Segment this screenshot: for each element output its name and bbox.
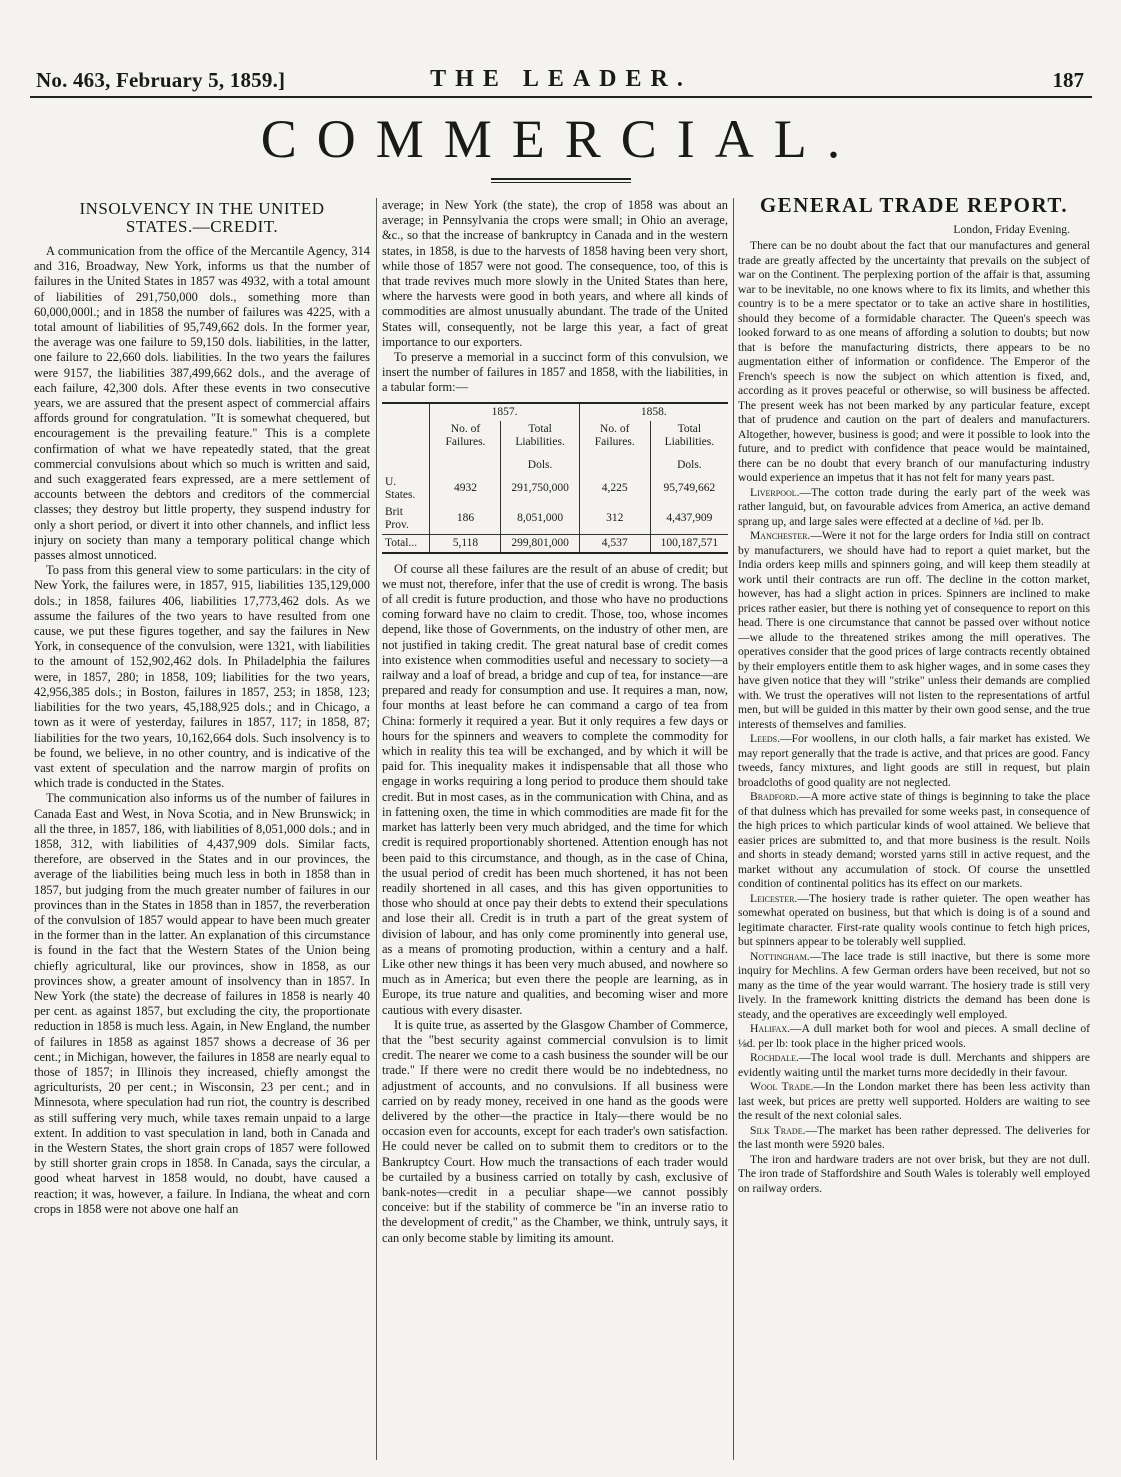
table-cell: 186: [430, 504, 501, 535]
table-row-label: Brit Prov.: [382, 504, 430, 535]
column-1: [34, 198, 370, 1460]
table-row-label: U. States.: [382, 474, 430, 504]
page-number: 187: [1052, 68, 1084, 92]
column-3: [738, 198, 1090, 1460]
issue-date: No. 463, February 5, 1859.]: [36, 68, 286, 92]
table-cell: 95,749,662: [663, 482, 716, 495]
report-place: Manchester.: [750, 529, 811, 542]
article-paragraph: There can be no doubt about the fact that our manufactures and general trade are greatly affected by the uncertainty that prevails on the subject of war on the Continent. The perplexing portion of the affair is that, assuming war to be inevitable, no one knows where to fix its limits, and whether this country is to be a mere spectator or to take an active share in hostilities, should they become of a formidable character. The Queen's speech was looked forward to as one means of affording a solution to doubts; but now that is before the manufacturing districts, there appears to be no augmentation either of information or confidence. The Emperor of the French's speech is now the subject on which attention is fixed, and, according as it proves peaceful or otherwise, so will business be affected. The present week has not been marked by any particular feature, except that of prudence and caution on the part of dealers and manufacturers. Altogether, however, business is good; and were it possible to look into the future, and to predict with confidence that peace would be maintained, there can be no doubt that every branch of our manufacturing industry would experience an impetus that it has not felt for many years past.: [738, 239, 1090, 484]
report-place: Leicester.: [750, 891, 798, 905]
report-item: [738, 486, 1090, 530]
table-row: [382, 474, 728, 504]
table-cell: 4,537: [579, 534, 650, 553]
table-cell: 291,750,000: [501, 474, 579, 504]
article-paragraph: To pass from this general view to some particulars: in the city of New York, the failures were, in 1857, 915, liabilities 135,129,000 dols.; in 1858, failures 406, liabilities 17,773,462 dols. As we assume the failures of the two years to have resulted from one cause, we put these figures together, and say the failures in New York, in consequence of the convulsion, were 1321, with liabilities to the amount of 152,902,462 dols. In Philadelphia the failures were, in 1857, 280; in 1858, 109; liabilities for the two years, 42,956,385 dols.; in Boston, failures in 1857, 253; in 1858, 123; liabilities for the two years, 45,188,925 dols.; and in Chicago, a town as it were of yesterday, failures in 1857, 117; in 1858, 87; liabilities for the two years, 10,162,664 dols. Such insolvency is to be found, we believe, in no other country, and is indicative of the vast extent of speculation and the narrow margin of profits on which trade is conducted in the States.: [34, 563, 370, 791]
report-place: Bradford.: [750, 790, 799, 803]
report-place: Wool Trade.: [750, 1080, 814, 1093]
table-cell: 4932: [430, 474, 501, 504]
table-year-1858: 1858.: [640, 405, 667, 418]
report-item: [738, 950, 1090, 1023]
report-item: [738, 1080, 1090, 1124]
table-cell: 4,437,909: [666, 512, 713, 525]
table-cell: 4,225: [579, 474, 650, 504]
report-place: Nottingham.: [750, 949, 810, 963]
article-title-line-1: INSOLVENCY IN THE UNITED: [79, 199, 325, 218]
report-text: —A more active state of things is beginning to take the place of that dulness which has prevailed for some weeks past, in consequence of the high prices to which particular kinds of wool attained. We believe that easier prices are submitted to, and that more business is the result. Noils and shorts in steady demand; worsted yarns still in active request, and the market without any accumulation of stock. Of course the unsettled condition of continental politics has its effect on our markets.: [738, 790, 1090, 890]
report-text: The iron and hardware traders are not over brisk, but they are not dull. The iron trade of Staffordshire and South Wales is tolerably well employed on railway orders.: [738, 1152, 1090, 1195]
report-item: [738, 1022, 1090, 1051]
report-item: [738, 732, 1090, 790]
section-title: COMMERCIAL.: [260, 109, 861, 169]
table-row-label: Total...: [382, 534, 430, 553]
article-paragraph: It is quite true, as asserted by the Glasgow Chamber of Commerce, that the "best security against commercial convulsion is to limit credit. The nearer we come to a cash business the sounder will be our trade." If there were no credit there would be no indebtedness, no adjustment of accounts, and no convulsions. If all business were carried on by ready money, received in one hand as the goods were delivered by the other—the practice in Italy—there would be no occasion even for accounts, except for each trader's own satisfaction. He could never be called on to submit them to creditors or to the Bankruptcy Court. How much the transactions of each trader would be curtailed by a business carried on totally by cash, exclusive of bank-notes—credit in a peculiar shape—we cannot possibly conceive: but if the stability of commerce be "in an inverse ratio to the development of credit," as the Chamber, we think, untruly says, it can only become stable by limiting its amount.: [382, 1017, 728, 1245]
article-title-insolvency: [34, 200, 370, 236]
report-text: —In the London market there has been less activity than last week, but prices are pretty well supported. Holders are waiting to see the result of the next colonial sales.: [738, 1080, 1090, 1122]
table-cell: 312: [579, 504, 650, 535]
table-total-row: [382, 534, 728, 553]
report-place: Silk Trade.: [750, 1123, 806, 1137]
article-paragraph: A communication from the office of the Mercantile Agency, 314 and 316, Broadway, New York, informs us that the number of failures in the United States in 1857 was 4932, with a total amount of liabilities of 291,750,000 dols., something more than 60,000,000l.; and in 1858 the number of failures was 4225, with a total amount of liabilities of 95,749,662 dols. In the former year, the average was one failure to 59,150 dols. liabilities, in the latter, one failure to 22,660 dols. liabilities. In the two years the failures were 9157, the liabilities 387,499,662 dols., and the average of each failure, 42,300 dols. After these events in two consecutive years, we are assured that the present aspect of commercial affairs affords ground for congratulation. "It is somewhat chequered, but encouragement is the prevailing feature." This is a complete confirmation of what we have repeatedly stated, that the great commercial convulsions about which so much is written and said, and such exaggerated fears expressed, are a mere settlement of accounts between the debtors and creditors of the commercial classes; they destroy but little property, they suspend industry for only a short period, or divert it into other channels, and inflict less injury on society than many a temporary political change which passes almost unnoticed.: [34, 244, 370, 563]
report-text: —The lace trade is still inactive, but there is some more inquiry for Mechlins. A few German orders have been received, but not so many as the time of the year would warrant. The hosiery trade is still very lively. In the framework knitting districts the demand has been done is steady, and the operatives are exceedingly well employed.: [738, 949, 1090, 1021]
table-header-liabilities: Total Liabilities.: [501, 421, 579, 451]
failures-table: [382, 402, 728, 554]
section-rule-top: [491, 178, 631, 180]
report-text: —The hosiery trade is rather quieter. The open weather has somewhat operated on business, but that which is doing is of a sound and legitimate character. First-rate quality wools continue to fetch high prices, but spinners appear to be tolerably well supplied.: [738, 891, 1090, 948]
report-item: [738, 529, 1090, 732]
column-divider-1: [376, 198, 377, 1460]
report-text: —The local wool trade is dull. Merchants and shippers are evidently waiting until the market turns more decidedly in their favour.: [738, 1051, 1090, 1079]
newspaper-title: THE LEADER.: [430, 66, 692, 92]
page-header: [30, 58, 1092, 98]
table-cell: 8,051,000: [501, 504, 579, 535]
report-place: Halifax.: [750, 1022, 791, 1035]
table-units: Dols.: [501, 451, 579, 474]
article-title-trade-report: GENERAL TRADE REPORT.: [759, 198, 1069, 217]
report-item: [738, 1124, 1090, 1153]
column-divider-2: [733, 198, 734, 1460]
article-paragraph: The communication also informs us of the number of failures in Canada East and West, in Nova Scotia, and in New Brunswick; in all the three, in 1857, 186, with liabilities of 8,051,000 dols.; and in 1858, 312, with liabilities of 4,437,909 dols. Similar facts, therefore, are observed in the States and in our provinces, the average of the liabilities being much less in both in 1858 than in 1857, but judging from the much greater number of failures in our provinces than in the States in 1858 than in 1857, the reverberation of the convulsion of 1857 would appear to have been much greater in the former than in the latter. An explanation of this circumstance is found in the fact that the Western States of the Union being chiefly agricultural, like our provinces, show in 1858, as our provinces show, a greater amount of insolvency than in 1857. In New York (the state) the decrease of failures in 1858 is nearly 40 per cent. as against 1857, but excluding the city, the proportionate reduction in 1858 is much less. Again, in New England, the number of failures in 1858 as against 1857 shows a decrease of 36 per cent.; in Michigan, however, the failures in 1858 are nearly equal to those of 1857; in Illinois they increased, chiefly amongst the agriculturists, 20 per cent.; in Wisconsin, 23 per cent.; and in Minnesota, where speculation had run riot, the country is described as still suffering very much, while taxes remain unpaid to a large extent. In addition to vast speculation in land, both in Canada and in the Western States, the short grain crops of 1857 were followed by still shorter grain crops in 1858. In Canada, says the circular, a good wheat harvest in 1858 would, no doubt, have caused a reaction; it was, however, a failure. In Indiana, the wheat and corn crops in 1858 were not above one half an: [34, 791, 370, 1216]
report-place: Leeds.: [750, 732, 780, 745]
report-text: —A dull market both for wool and pieces. A small decline of ⅛d. per lb: took place in the higher priced wools.: [738, 1022, 1090, 1050]
column-2: [382, 198, 728, 1460]
table-year-1857: 1857.: [430, 403, 579, 421]
table-header-failures: No. of Failures.: [430, 421, 501, 451]
table-row: [382, 504, 728, 535]
report-text: —The market has been rather depressed. The deliveries for the last month were 5920 bales.: [738, 1123, 1090, 1151]
report-text: —Were it not for the large orders for India still on contract by manufacturers, we should have had to report a quiet market, but the India orders keep mills and spinners going, and will keep them steadily at work until their contracts are run off. The decline in the cotton market, however, has had a slight action in prices. Spinners are inclined to make prices rather easier, but there is nothing yet of consequence to report on this head. There is one circumstance that cannot be passed over without notice—we allude to the threatened strikes among the mill operatives. The operatives consider that the good prices of large contracts recently obtained by their employers entitle them to ask higher wages, and in some cases they have given notice that they will "strike" unless their demands are complied with. We trust the operatives will not listen to the representations of artful men, but will be guided in this matter by their own good sense, and the true interests of themselves and families.: [738, 529, 1090, 731]
article-paragraph: To preserve a memorial in a succinct form of this convulsion, we insert the number of failures in 1857 and 1858, with the liabilities, in a tabular form:—: [382, 350, 728, 395]
article-paragraph: average; in New York (the state), the crop of 1858 was about an average; in Pennsylvania the crops were small; in Ohio an average, &c., so that the increase of bankruptcy in Canada and in the western states, in 1858, is due to the harvests of 1858 having been very short, while those of 1857 were not good. The consequence, too, of this is that trade revives much more slowly in the United States than here, where the harvests were good in both years, and where all kinds of commodities are almost unusually abundant. The trade of the United States will, consequently, not be large this year, a fact of great importance to our exporters.: [382, 198, 728, 349]
report-item: [738, 892, 1090, 950]
report-text: —The cotton trade during the early part of the week was rather languid, but, on favourable advices from America, an active demand sprang up, and large sales were effected at a decline of ⅛d. per lb.: [738, 485, 1090, 528]
section-rule-bottom: [491, 182, 631, 183]
report-place: Rochdale.: [750, 1051, 799, 1064]
article-paragraph: Of course all these failures are the result of an abuse of credit; but we must not, therefore, infer that the use of credit is wrong. The basis of all credit is future production, and those who have no productions coming forward have no claim to credit. Those, too, whose incomes depend, like those of Governments, on the industry of other men, are not justified in taking credit. The great natural base of credit comes into existence when commodities useful and necessary to society—a railway and a loaf of bread, a bridge and cup of tea, for instance—are prepared and ready for consumption and use. It requires a man, now, four months at least before he can command a cargo of tea from China: formerly it required a year. But it only requires a few days or hours for the spinners and weavers to complete the commodity for which in reality this tea will be exchanged, and by which it will be paid for. This inequality makes it indispensable that all those who engage in works requiring a long period to produce them should take credit. But in most cases, as in the communication with China, and as in fattening oxen, the time in which commodities are made fit for the market has latterly been very much abridged, and the time for which credit is required proportionably shortened. Attention enough has not been paid to this circumstance, and though, as in the case of China, the usual period of credit has been much shortened, it has not been readily shortened in all cases, and this has given opportunities to those who should at once pay their debts to extend their speculations and lose their all. Credit is in truth a part of the great system of division of labour, and has only come prominently into general use, as a means of promoting production, within a century and a half. Like other new things it has been very much abused, and nowhere so much as in America; but even there the people are learning, as in Europe, its true nature and qualities, and becoming wiser and more cautious with every disaster.: [382, 561, 728, 1017]
report-item: [738, 1051, 1090, 1080]
table-units: Dols.: [677, 458, 702, 471]
report-item: [738, 790, 1090, 892]
dateline: London, Friday Evening.: [953, 222, 1070, 236]
report-item: [738, 1153, 1090, 1197]
table-cell: 100,187,571: [650, 534, 728, 553]
table-header-failures: No. of Failures.: [579, 421, 650, 451]
report-text: —For woollens, in our cloth halls, a fair market has existed. We may report generally that the trade is active, and that prices are good. Fancy tweeds, fancy mixtures, and light goods are still in request, but plain broadcloths of good quality are not neglected.: [738, 732, 1090, 789]
article-title-line-2: STATES.—CREDIT.: [125, 217, 279, 236]
report-place: Liverpool.: [750, 485, 800, 499]
table-header-liabilities: Total Liabilities.: [664, 422, 715, 448]
table-cell: 299,801,000: [501, 534, 579, 553]
table-cell: 5,118: [430, 534, 501, 553]
